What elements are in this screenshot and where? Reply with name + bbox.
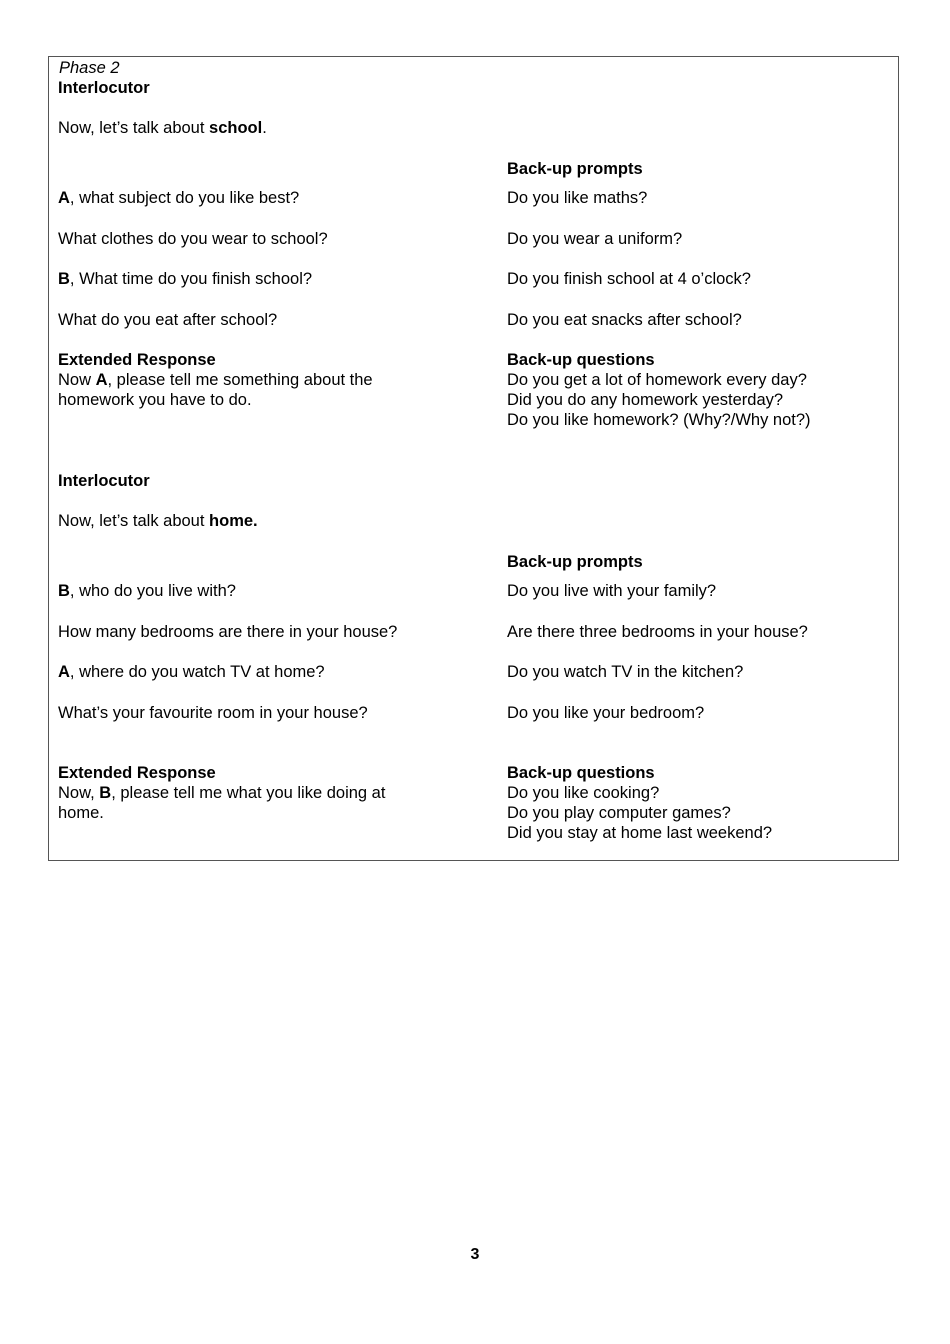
question-5: B, who do you live with? xyxy=(58,582,236,600)
speaker-label: A xyxy=(58,663,70,681)
backup-prompt-8: Do you like your bedroom? xyxy=(507,704,705,722)
speaker-label: A xyxy=(58,189,70,207)
backup-questions-heading-2: Back-up questions xyxy=(507,764,655,782)
question-6: How many bedrooms are there in your house? xyxy=(58,623,398,641)
backup-question: Do you like homework? (Why?/Why not?) xyxy=(507,411,811,429)
backup-prompt-2: Do you wear a uniform? xyxy=(507,230,683,248)
question-1: A, what subject do you like best? xyxy=(58,189,300,207)
intro-line-home: Now, let’s talk about home. xyxy=(58,512,258,530)
page-number: 3 xyxy=(470,1246,480,1263)
backup-prompt-1: Do you like maths? xyxy=(507,189,648,207)
extended-response-heading-2: Extended Response xyxy=(58,764,216,782)
speaker-label: A xyxy=(95,371,108,389)
backup-questions-heading-1: Back-up questions xyxy=(507,351,655,369)
question-8: What’s your favourite room in your house? xyxy=(58,704,368,722)
extended-response-text-2b: home. xyxy=(58,804,104,822)
question-3: B, What time do you finish school? xyxy=(58,270,313,288)
backup-question: Did you do any homework yesterday? xyxy=(507,391,784,409)
backup-prompt-6: Are there three bedrooms in your house? xyxy=(507,623,808,641)
question-4: What do you eat after school? xyxy=(58,311,278,329)
backup-question: Did you stay at home last weekend? xyxy=(507,824,773,842)
extended-response-text-1a: Now A, please tell me something about the xyxy=(58,371,373,389)
speaker-label: B xyxy=(58,582,70,600)
speaker-label: B xyxy=(99,784,112,802)
extended-response-text-1b: homework you have to do. xyxy=(58,391,252,409)
backup-prompt-7: Do you watch TV in the kitchen? xyxy=(507,663,744,681)
backup-question: Do you get a lot of homework every day? xyxy=(507,371,807,389)
backup-prompts-heading-2: Back-up prompts xyxy=(507,553,643,571)
phase-label: Phase 2 xyxy=(59,59,120,77)
question-7: A, where do you watch TV at home? xyxy=(58,663,325,681)
backup-prompt-4: Do you eat snacks after school? xyxy=(507,311,742,329)
interlocutor-heading-2: Interlocutor xyxy=(58,472,150,490)
backup-question: Do you play computer games? xyxy=(507,804,731,822)
interlocutor-heading-1: Interlocutor xyxy=(58,79,150,97)
topic-home: home. xyxy=(209,512,258,530)
topic-school: school xyxy=(209,119,263,137)
extended-response-text-2a: Now, B, please tell me what you like doing at xyxy=(58,784,386,802)
intro-line-school: Now, let’s talk about school. xyxy=(58,119,267,137)
question-2: What clothes do you wear to school? xyxy=(58,230,328,248)
backup-prompts-heading-1: Back-up prompts xyxy=(507,160,643,178)
backup-prompt-5: Do you live with your family? xyxy=(507,582,717,600)
extended-response-heading-1: Extended Response xyxy=(58,351,216,369)
speaking-test-frame xyxy=(48,56,899,861)
speaker-label: B xyxy=(58,270,70,288)
backup-question: Do you like cooking? xyxy=(507,784,660,802)
backup-prompt-3: Do you finish school at 4 o’clock? xyxy=(507,270,751,288)
